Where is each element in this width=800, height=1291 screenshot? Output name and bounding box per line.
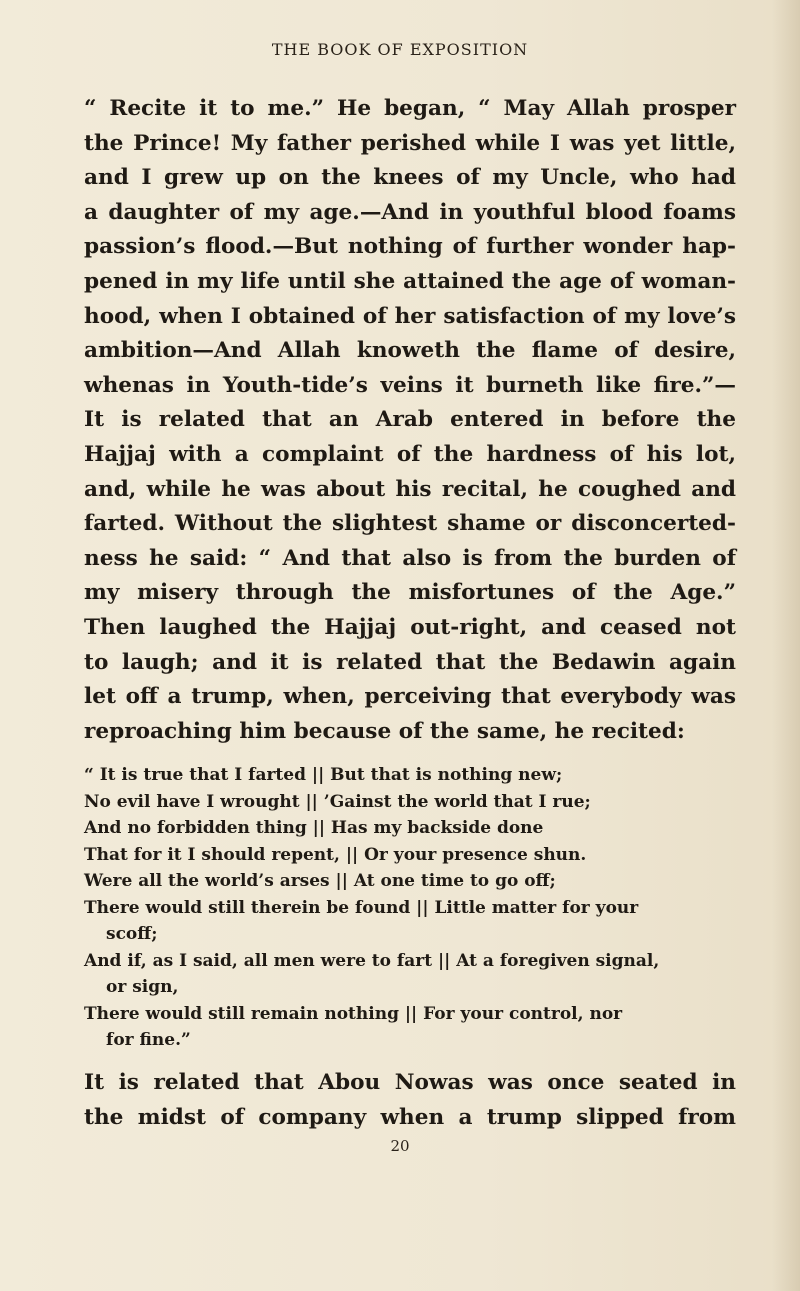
verse-line: That for it I should repent, || Or your presence shun. [84, 844, 587, 865]
text-line: hood, when I obtained of her satisfaction of my love’s [84, 303, 736, 329]
text-line: my misery through the misfortunes of the Age.” [84, 580, 736, 606]
verse-line-continuation: or sign, [106, 977, 179, 997]
main-text [84, 92, 736, 749]
text-line: and, while he was about his recital, he coughed and [84, 476, 736, 502]
text-line: It is related that an Arab entered in before the [84, 407, 736, 433]
verse-line: And if, as I said, all men were to fart || At a foregiven signal, [84, 950, 660, 971]
verse-block [84, 762, 744, 1054]
text-line: pened in my life until she attained the age of woman- [84, 268, 736, 294]
verse-line: No evil have I wrought || ’Gainst the world that I rue; [84, 791, 591, 812]
text-line: farted. Without the slightest shame or disconcerted- [84, 511, 736, 537]
verse-line: And no forbidden thing || Has my backside done [84, 818, 544, 838]
text-line: the midst of company when a trump slipped from [84, 1104, 736, 1130]
text-line: Then laughed the Hajjaj out-right, and ceased not [84, 614, 736, 640]
text-line: to laugh; and it is related that the Bedawin again [84, 649, 736, 675]
page-edge-shadow [772, 0, 800, 1291]
text-line: whenas in Youth-tide’s veins it burneth like fire.”— [84, 372, 736, 398]
verse-line: “ It is true that I farted || But that is nothing new; [84, 765, 563, 785]
text-line: “ Recite it to me.” He began, “ May Allah prosper [84, 96, 736, 121]
text-line: Hajjaj with a complaint of the hardness of his lot, [84, 441, 736, 467]
closing-text [84, 1066, 736, 1135]
verse-line: Were all the world’s arses || At one time to go off; [84, 871, 556, 891]
text-line: the Prince! My father perished while I was yet little, [84, 130, 736, 156]
verse-line: There would still remain nothing || For your control, nor [84, 1003, 623, 1024]
verse-line-continuation: for fine.” [106, 1030, 191, 1050]
text-line: and I grew up on the knees of my Uncle, who had [84, 165, 736, 191]
running-head: THE BOOK OF EXPOSITION [271, 40, 529, 59]
text-line: ness he said: “ And that also is from the burden of [84, 545, 736, 571]
text-line: a daughter of my age.—And in youthful blood foams [84, 199, 736, 225]
text-line: passion’s flood.—But nothing of further wonder hap- [84, 234, 736, 260]
text-line: ambition—And Allah knoweth the flame of desire, [84, 338, 736, 364]
verse-line: There would still therein be found || Little matter for your [84, 897, 639, 918]
page-number: 20 [390, 1137, 410, 1155]
text-line: It is related that Abou Nowas was once seated in [84, 1070, 736, 1095]
verse-line-continuation: scoff; [106, 924, 158, 944]
text-line: let off a trump, when, perceiving that everybody was [84, 684, 736, 710]
text-line: reproaching him because of the same, he recited: [84, 718, 685, 744]
